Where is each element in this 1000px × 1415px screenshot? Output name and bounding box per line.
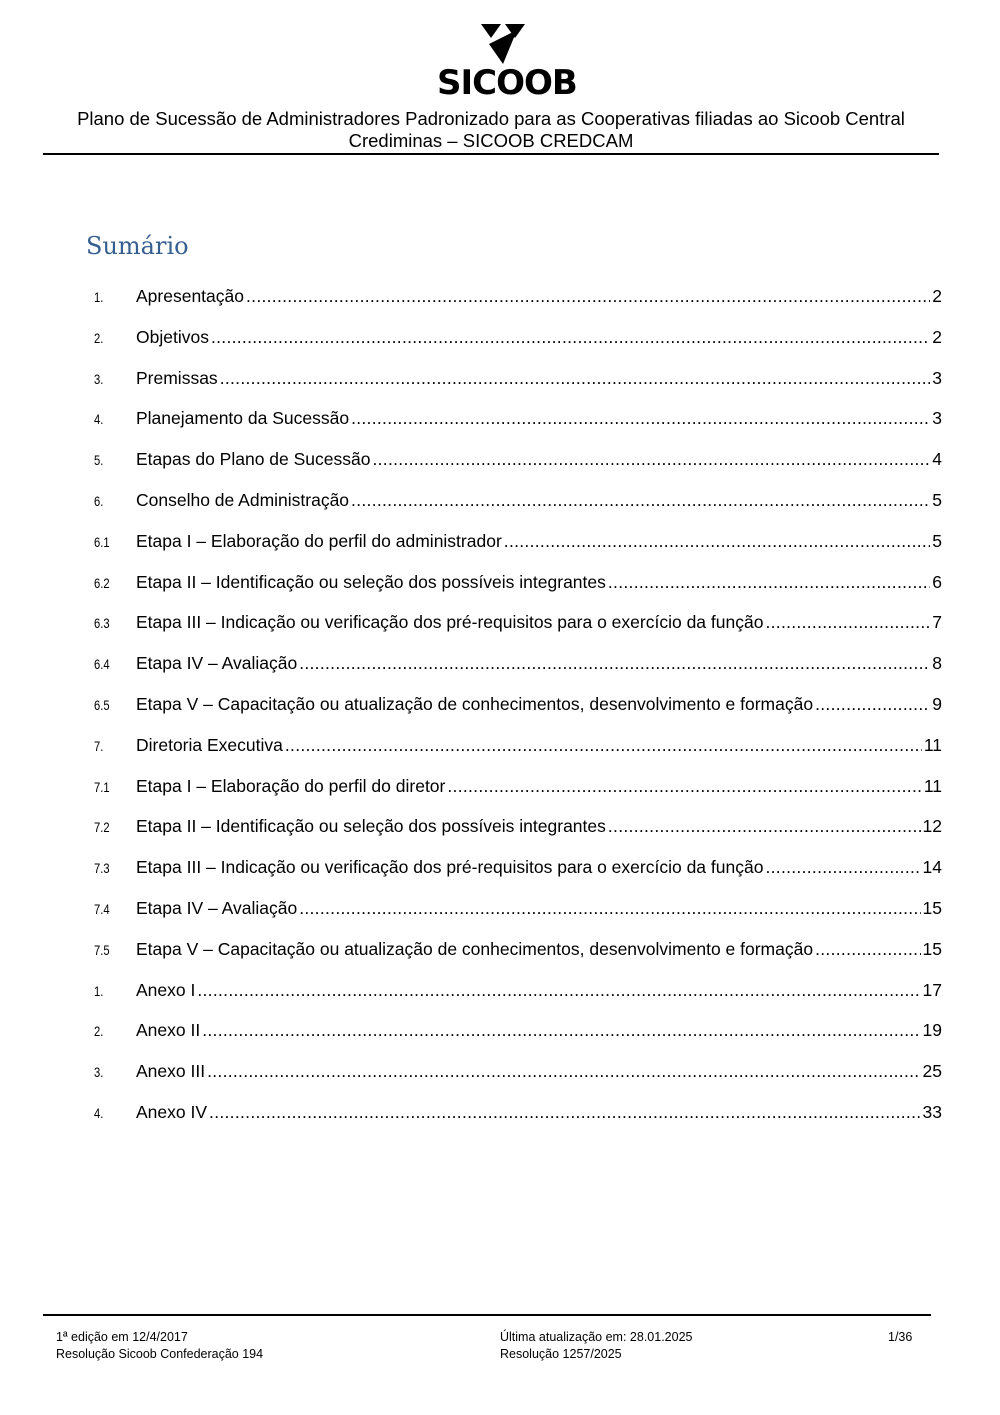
table-of-contents (94, 286, 942, 1143)
toc-dot-leader (815, 939, 920, 960)
toc-entry-number: 1. (94, 982, 104, 999)
toc-entry-page: 11 (923, 775, 942, 796)
toc-entry-page: 17 (922, 979, 942, 1000)
toc-dot-leader (299, 653, 930, 674)
document-header-title (44, 108, 938, 152)
toc-entry-number: 7. (94, 737, 104, 754)
footer-edition: 1ª edição em 12/4/2017 (56, 1330, 188, 1344)
toc-entry-label: Etapa IV – Avaliação (136, 897, 298, 918)
toc-entry-number: 6.3 (94, 615, 110, 632)
toc-entry-page: 12 (922, 816, 942, 837)
toc-dot-leader (765, 612, 930, 633)
toc-dot-leader (504, 531, 930, 552)
header-title-line-2: Crediminas – SICOOB CREDCAM (348, 130, 634, 151)
toc-entry[interactable] (94, 898, 942, 939)
footer-resolution-right: Resolução 1257/2025 (500, 1346, 622, 1361)
footer-center (500, 1329, 692, 1362)
sicoob-logo-icon (481, 24, 525, 64)
header-divider (43, 153, 939, 155)
toc-entry-page: 15 (922, 938, 942, 959)
toc-entry-label: Anexo II (136, 1020, 201, 1041)
header-title-line-1: Plano de Sucessão de Administradores Padronizado para as Cooperativas filiadas ao Sicoob Central (77, 108, 905, 129)
footer-page-number: 1/36 (888, 1330, 913, 1344)
toc-dot-leader (608, 572, 930, 593)
toc-entry-label: Objetivos (136, 326, 209, 347)
toc-entry-label: Etapa II – Identificação ou seleção dos possíveis integrantes (136, 571, 606, 592)
toc-dot-leader (351, 408, 930, 429)
toc-entry-number: 1. (94, 289, 104, 305)
toc-entry-label: Anexo III (136, 1061, 206, 1082)
toc-entry-page: 11 (923, 734, 942, 755)
toc-entry-label: Etapas do Plano de Sucessão (136, 449, 371, 470)
toc-entry-page: 2 (932, 326, 942, 347)
toc-entry[interactable] (94, 816, 942, 857)
toc-entry-number: 7.1 (94, 778, 110, 795)
toc-dot-leader (447, 776, 921, 797)
toc-entry-label: Etapa V – Capacitação ou atualização de conhecimentos, desenvolvimento e formação (136, 938, 814, 959)
toc-entry-number: 7.2 (94, 819, 110, 836)
toc-dot-leader (351, 490, 930, 511)
toc-entry-number: 2. (94, 1023, 104, 1040)
toc-entry[interactable] (94, 449, 942, 490)
toc-entry[interactable] (94, 857, 942, 898)
toc-dot-leader (202, 1020, 920, 1041)
toc-entry-number: 7.3 (94, 860, 110, 877)
toc-entry-label: Anexo IV (136, 1101, 208, 1122)
toc-entry-number: 5. (94, 452, 104, 469)
toc-entry-number: 7.4 (94, 900, 110, 917)
toc-entry-label: Apresentação (136, 286, 244, 306)
toc-dot-leader (209, 1102, 921, 1123)
toc-entry-label: Etapa IV – Avaliação (136, 653, 298, 674)
toc-entry-number: 4. (94, 411, 104, 428)
sicoob-logo (437, 24, 577, 103)
toc-dot-leader (815, 694, 930, 715)
toc-entry-number: 6.1 (94, 533, 110, 550)
toc-dot-leader (765, 857, 920, 878)
toc-entry-label: Etapa II – Identificação ou seleção dos possíveis integrantes (136, 816, 606, 837)
toc-entry-page: 3 (932, 367, 942, 388)
toc-entry[interactable] (94, 980, 942, 1021)
toc-entry-label: Anexo I (136, 979, 196, 1000)
toc-entry-number: 6. (94, 492, 104, 509)
toc-entry[interactable] (94, 490, 942, 531)
toc-entry-page: 25 (922, 1061, 942, 1082)
toc-entry-page: 8 (932, 653, 942, 674)
toc-entry-page: 6 (932, 571, 942, 592)
footer-left (56, 1329, 263, 1362)
toc-entry[interactable] (94, 1102, 942, 1143)
toc-dot-leader (207, 1061, 920, 1082)
toc-entry-number: 6.2 (94, 574, 110, 591)
toc-entry-number: 4. (94, 1104, 104, 1121)
toc-entry-label: Etapa III – Indicação ou verificação dos pré-requisitos para o exercício da função (136, 857, 764, 878)
toc-entry-page: 5 (932, 530, 942, 551)
toc-entry-number: 6.5 (94, 696, 110, 713)
toc-entry-label: Diretoria Executiva (136, 734, 283, 755)
toc-entry[interactable] (94, 368, 942, 409)
logo-text: SICOOB (437, 63, 577, 103)
toc-entry-page: 33 (922, 1101, 942, 1122)
toc-entry[interactable] (94, 612, 942, 653)
toc-entry-page: 5 (932, 489, 942, 510)
toc-dot-leader (285, 735, 922, 756)
toc-entry-label: Etapa V – Capacitação ou atualização de conhecimentos, desenvolvimento e formação (136, 693, 814, 714)
toc-entry[interactable] (94, 286, 942, 327)
toc-entry[interactable] (94, 1020, 942, 1061)
toc-entry-page: 15 (922, 897, 942, 918)
toc-entry-page: 7 (932, 612, 942, 633)
toc-entry-label: Etapa III – Indicação ou verificação dos pré-requisitos para o exercício da função (136, 612, 764, 633)
footer-updated: Última atualização em: 28.01.2025 (500, 1330, 693, 1344)
toc-entry-number: 6.4 (94, 656, 110, 673)
toc-entry[interactable] (94, 653, 942, 694)
toc-dot-leader (246, 286, 930, 307)
toc-dot-leader (608, 816, 921, 837)
toc-dot-leader (197, 980, 920, 1001)
toc-entry-number: 2. (94, 329, 104, 346)
toc-entry[interactable] (94, 694, 942, 735)
toc-entry-page: 4 (932, 449, 942, 470)
toc-dot-leader (220, 368, 931, 389)
toc-dot-leader (211, 327, 930, 348)
toc-entry-page: 2 (932, 286, 942, 306)
toc-entry-label: Planejamento da Sucessão (136, 408, 350, 429)
toc-entry-page: 19 (922, 1020, 942, 1041)
toc-entry-number: 3. (94, 1064, 104, 1081)
toc-entry[interactable] (94, 1061, 942, 1102)
footer-resolution-left: Resolução Sicoob Confederação 194 (56, 1346, 264, 1361)
toc-entry[interactable] (94, 735, 942, 776)
toc-dot-leader (299, 898, 920, 919)
toc-entry[interactable] (94, 572, 942, 613)
toc-entry-page: 14 (922, 857, 942, 878)
toc-entry-label: Conselho de Administração (136, 489, 350, 510)
toc-heading: Sumário (86, 232, 189, 260)
toc-entry[interactable] (94, 776, 942, 817)
footer-divider (43, 1314, 931, 1316)
toc-entry[interactable] (94, 531, 942, 572)
toc-entry-number: 7.5 (94, 941, 110, 958)
toc-entry-number: 3. (94, 370, 104, 387)
toc-entry-label: Etapa I – Elaboração do perfil do administrador (136, 530, 502, 551)
toc-entry-label: Premissas (136, 367, 218, 388)
toc-entry[interactable] (94, 939, 942, 980)
toc-entry[interactable] (94, 327, 942, 368)
toc-entry[interactable] (94, 408, 942, 449)
toc-entry-page: 9 (932, 693, 942, 714)
toc-dot-leader (372, 449, 930, 470)
toc-entry-label: Etapa I – Elaboração do perfil do diretor (136, 775, 446, 796)
toc-entry-page: 3 (932, 408, 942, 429)
